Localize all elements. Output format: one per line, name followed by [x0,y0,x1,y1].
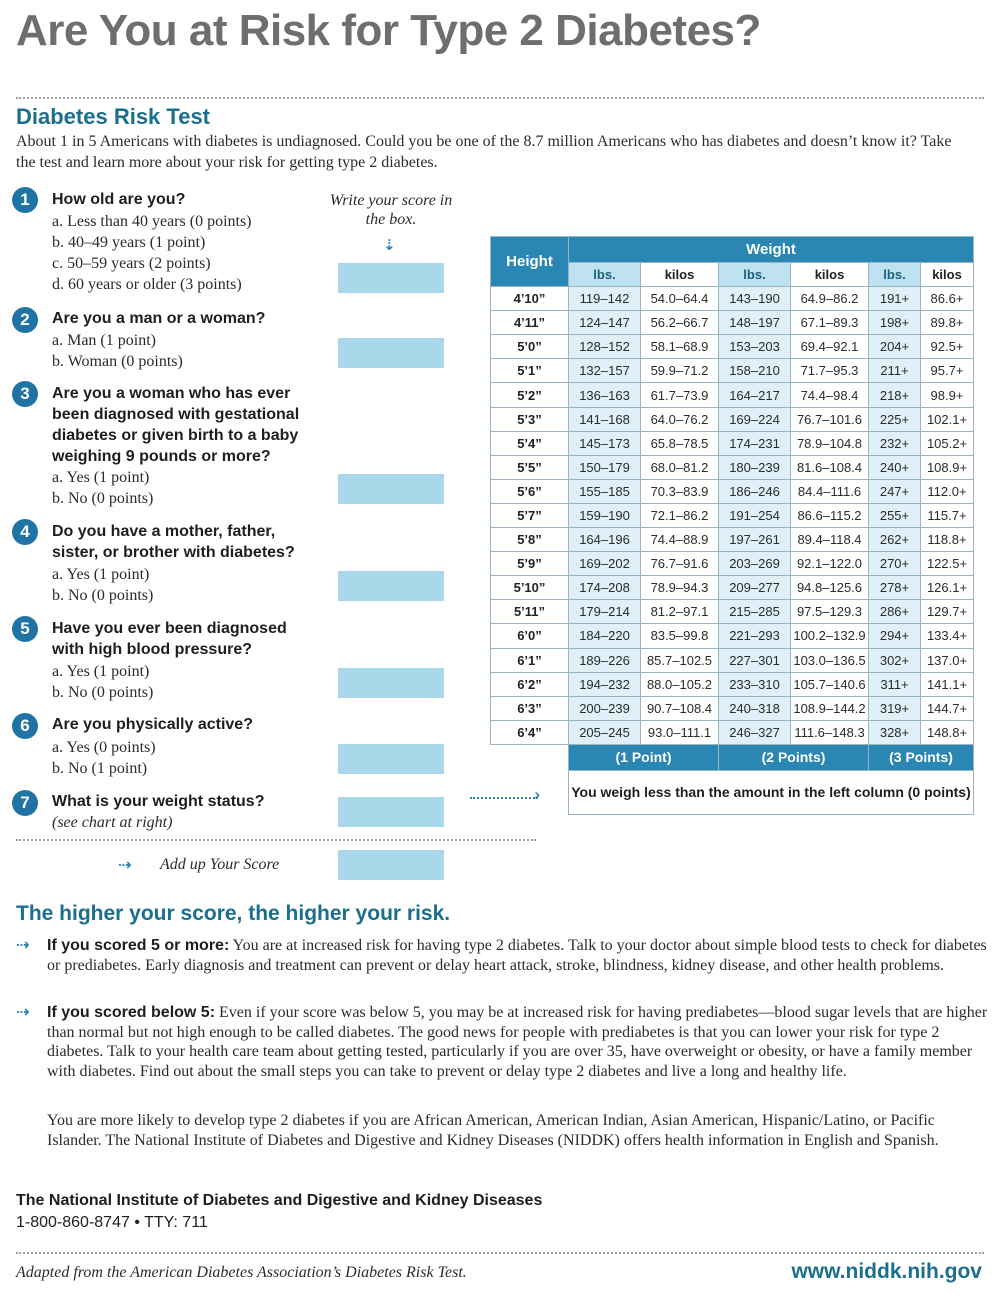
lbs-3pt-cell: 262+ [869,528,921,552]
lbs-header: lbs. [869,263,921,287]
lbs-1pt-cell: 136–163 [569,383,641,407]
question-3-option-a[interactable]: a. Yes (1 point) [52,469,150,486]
lbs-1pt-cell: 184–220 [569,624,641,648]
table-row [491,455,974,479]
lbs-2pt-cell: 215–285 [719,600,791,624]
height-cell: 6’3” [491,696,569,720]
table-row [491,479,974,503]
lbs-3pt-cell: 240+ [869,455,921,479]
kilos-3pt-cell: 122.5+ [921,552,974,576]
kilos-2pt-cell: 108.9–144.2 [791,696,869,720]
kilos-1pt-cell: 76.7–91.6 [641,552,719,576]
kilos-header: kilos [921,263,974,287]
kilos-3pt-cell: 102.1+ [921,407,974,431]
kilos-1pt-cell: 58.1–68.9 [641,335,719,359]
weight-header: Weight [569,237,974,263]
ethnicity-paragraph: You are more likely to develop type 2 diabetes if you are African American, American Indian, Asian American, Hispanic/Latino, or Pacific Islander. The National Institute of Diabetes and Digestive and Kidney Diseases (NIDDK) offers health information in English and Spanish. [47,1112,939,1149]
org-name: The National Institute of Diabetes and Digestive and Kidney Diseases [16,1192,543,1209]
kilos-2pt-cell: 78.9–104.8 [791,431,869,455]
kilos-3pt-cell: 95.7+ [921,359,974,383]
lbs-2pt-cell: 186–246 [719,479,791,503]
lbs-2pt-cell: 143–190 [719,287,791,311]
lbs-2pt-cell: 221–293 [719,624,791,648]
lbs-1pt-cell: 150–179 [569,455,641,479]
question-7-text: What is your weight status? [52,793,265,810]
lbs-2pt-cell: 246–327 [719,720,791,744]
height-cell: 6’0” [491,624,569,648]
total-score-box[interactable] [338,850,444,880]
lbs-1pt-cell: 119–142 [569,287,641,311]
lbs-2pt-cell: 203–269 [719,552,791,576]
phone-number: 1-800-860-8747 • TTY: 711 [16,1214,208,1231]
height-cell: 5’2” [491,383,569,407]
below-5-label: If you scored below 5: [47,1004,216,1021]
kilos-3pt-cell: 89.8+ [921,311,974,335]
lbs-1pt-cell: 169–202 [569,552,641,576]
kilos-2pt-cell: 64.9–86.2 [791,287,869,311]
kilos-3pt-cell: 105.2+ [921,431,974,455]
kilos-1pt-cell: 83.5–99.8 [641,624,719,648]
kilos-1pt-cell: 88.0–105.2 [641,672,719,696]
lbs-1pt-cell: 164–196 [569,528,641,552]
height-cell: 6’2” [491,672,569,696]
lbs-3pt-cell: 255+ [869,503,921,527]
question-number-2: 2 [12,307,38,333]
lbs-3pt-cell: 302+ [869,648,921,672]
divider [16,839,536,841]
lbs-2pt-cell: 180–239 [719,455,791,479]
kilos-3pt-cell: 148.8+ [921,720,974,744]
lbs-3pt-cell: 311+ [869,672,921,696]
lbs-2pt-cell: 240–318 [719,696,791,720]
kilos-3pt-cell: 126.1+ [921,576,974,600]
lbs-1pt-cell: 179–214 [569,600,641,624]
height-cell: 5’5” [491,455,569,479]
kilos-1pt-cell: 90.7–108.4 [641,696,719,720]
kilos-2pt-cell: 84.4–111.6 [791,479,869,503]
intro-text: About 1 in 5 Americans with diabetes is undiagnosed. Could you be one of the 8.7 million Americans who has diabetes and doesn’t know it? Take the test and learn more about your risk for getting type 2 diabetes. [16,133,952,171]
height-cell: 5’8” [491,528,569,552]
points-2: (2 Points) [719,744,869,770]
score-5-label: If you scored 5 or more: [47,937,230,954]
section-subheading: Diabetes Risk Test [16,104,211,129]
lbs-2pt-cell: 148–197 [719,311,791,335]
table-row [491,576,974,600]
table-spacer [491,770,569,814]
question-2-option-a[interactable]: a. Man (1 point) [52,332,156,349]
lbs-3pt-cell: 232+ [869,431,921,455]
height-cell: 5’11” [491,600,569,624]
kilos-3pt-cell: 92.5+ [921,335,974,359]
kilos-3pt-cell: 98.9+ [921,383,974,407]
kilos-3pt-cell: 137.0+ [921,648,974,672]
lbs-3pt-cell: 198+ [869,311,921,335]
lbs-3pt-cell: 204+ [869,335,921,359]
table-row [491,311,974,335]
kilos-3pt-cell: 115.7+ [921,503,974,527]
lbs-3pt-cell: 328+ [869,720,921,744]
kilos-2pt-cell: 71.7–95.3 [791,359,869,383]
lbs-2pt-cell: 227–301 [719,648,791,672]
kilos-1pt-cell: 78.9–94.3 [641,576,719,600]
lbs-1pt-cell: 124–147 [569,311,641,335]
question-4-text: Do you have a mother, father, sister, or brother with diabetes? [52,523,295,561]
kilos-1pt-cell: 64.0–76.2 [641,407,719,431]
kilos-1pt-cell: 72.1–86.2 [641,503,719,527]
question-6-text: Are you physically active? [52,716,253,733]
kilos-1pt-cell: 65.8–78.5 [641,431,719,455]
kilos-2pt-cell: 76.7–101.6 [791,407,869,431]
lbs-3pt-cell: 278+ [869,576,921,600]
kilos-2pt-cell: 103.0–136.5 [791,648,869,672]
lbs-2pt-cell: 174–231 [719,431,791,455]
divider [16,1252,984,1254]
arrow-right-icon: ⇢ [118,855,132,874]
weight-chart-table [490,236,974,815]
height-cell: 4’11” [491,311,569,335]
score-box-3[interactable] [338,474,444,504]
height-cell: 6’4” [491,720,569,744]
question-5-option-b[interactable]: b. No (0 points) [52,684,154,701]
divider [16,97,984,99]
lbs-1pt-cell: 128–152 [569,335,641,359]
table-row [491,648,974,672]
height-cell: 5’0” [491,335,569,359]
score-box-6[interactable] [338,744,444,774]
question-number-7: 7 [12,790,38,816]
question-5-text: Have you ever been diagnosed with high blood pressure? [52,620,287,658]
kilos-2pt-cell: 105.7–140.6 [791,672,869,696]
arrow-down-icon: ⇣ [383,236,396,254]
below-5-text: Even if your score was below 5, you may be at increased risk for having prediabetes—blood sugar levels that are higher than normal but not high enough to be called diabetes. The good news for people with prediabetes is that you can lower your risk for type 2 diabetes. Talk to your health care team about getting tested, particularly if you are over 35, have overweight or obesity, or have a family member with diabetes. Find out about the small steps you can take to prevent or delay type 2 diabetes and live a long and healthy life. [47,1004,988,1080]
kilos-2pt-cell: 92.1–122.0 [791,552,869,576]
kilos-1pt-cell: 74.4–88.9 [641,528,719,552]
question-1-text: How old are you? [52,191,186,208]
score-box-5[interactable] [338,668,444,698]
kilos-2pt-cell: 111.6–148.3 [791,720,869,744]
lbs-3pt-cell: 270+ [869,552,921,576]
lbs-2pt-cell: 233–310 [719,672,791,696]
lbs-1pt-cell: 132–157 [569,359,641,383]
kilos-3pt-cell: 118.8+ [921,528,974,552]
lbs-1pt-cell: 174–208 [569,576,641,600]
question-3-text: Are you a woman who has ever been diagnosed with gestational diabetes or given birth to a baby weighing 9 pounds or more? [52,385,300,465]
question-4-option-a[interactable]: a. Yes (1 point) [52,566,150,583]
question-1-option-b[interactable]: b. 40–49 years (1 point) [52,234,206,251]
lbs-header: lbs. [719,263,791,287]
question-6-option-b[interactable]: b. No (1 point) [52,760,148,777]
lbs-2pt-cell: 209–277 [719,576,791,600]
kilos-3pt-cell: 144.7+ [921,696,974,720]
height-cell: 5’1” [491,359,569,383]
question-6-option-a[interactable]: a. Yes (0 points) [52,739,156,756]
table-row [491,552,974,576]
table-row [491,696,974,720]
question-number-6: 6 [12,713,38,739]
kilos-header: kilos [641,263,719,287]
kilos-1pt-cell: 81.2–97.1 [641,600,719,624]
less-than-note: You weigh less than the amount in the left column (0 points) [569,770,974,814]
lbs-2pt-cell: 153–203 [719,335,791,359]
height-cell: 5’9” [491,552,569,576]
table-row [491,600,974,624]
score-box-7[interactable] [338,797,444,827]
table-row [491,359,974,383]
lbs-3pt-cell: 225+ [869,407,921,431]
kilos-1pt-cell: 54.0–64.4 [641,287,719,311]
points-1: (1 Point) [569,744,719,770]
table-row [491,720,974,744]
below-5-paragraph [47,1003,992,1081]
table-row [491,383,974,407]
lbs-3pt-cell: 247+ [869,479,921,503]
lbs-3pt-cell: 211+ [869,359,921,383]
question-number-4: 4 [12,519,38,545]
kilos-2pt-cell: 69.4–92.1 [791,335,869,359]
kilos-1pt-cell: 59.9–71.2 [641,359,719,383]
kilos-2pt-cell: 94.8–125.6 [791,576,869,600]
kilos-2pt-cell: 89.4–118.4 [791,528,869,552]
write-score-hint: Write your score in the box. [329,192,453,228]
kilos-3pt-cell: 129.7+ [921,600,974,624]
table-row [491,528,974,552]
arrow-right-icon: › [534,785,541,804]
kilos-3pt-cell: 108.9+ [921,455,974,479]
lbs-3pt-cell: 294+ [869,624,921,648]
kilos-1pt-cell: 61.7–73.9 [641,383,719,407]
question-1-option-a[interactable]: a. Less than 40 years (0 points) [52,213,252,230]
table-row [491,287,974,311]
kilos-2pt-cell: 81.6–108.4 [791,455,869,479]
question-number-1: 1 [12,187,38,213]
lbs-2pt-cell: 164–217 [719,383,791,407]
lbs-header: lbs. [569,263,641,287]
table-row [491,335,974,359]
lbs-1pt-cell: 194–232 [569,672,641,696]
kilos-3pt-cell: 112.0+ [921,479,974,503]
website-link[interactable]: www.niddk.nih.gov [791,1260,982,1283]
question-1-option-d[interactable]: d. 60 years or older (3 points) [52,276,242,293]
table-row [491,672,974,696]
kilos-2pt-cell: 100.2–132.9 [791,624,869,648]
lbs-1pt-cell: 155–185 [569,479,641,503]
question-1-option-c[interactable]: c. 50–59 years (2 points) [52,255,211,272]
height-header: Height [491,237,569,287]
kilos-1pt-cell: 68.0–81.2 [641,455,719,479]
lbs-2pt-cell: 169–224 [719,407,791,431]
height-cell: 5’4” [491,431,569,455]
lbs-3pt-cell: 191+ [869,287,921,311]
kilos-1pt-cell: 93.0–111.1 [641,720,719,744]
lbs-1pt-cell: 205–245 [569,720,641,744]
lbs-1pt-cell: 200–239 [569,696,641,720]
lbs-2pt-cell: 158–210 [719,359,791,383]
kilos-1pt-cell: 70.3–83.9 [641,479,719,503]
table-row [491,624,974,648]
table-spacer [491,744,569,770]
table-row [491,431,974,455]
adapted-note: Adapted from the American Diabetes Association’s Diabetes Risk Test. [16,1264,467,1281]
lbs-2pt-cell: 197–261 [719,528,791,552]
arrow-right-icon: ⇢ [16,1002,30,1021]
kilos-3pt-cell: 86.6+ [921,287,974,311]
lbs-3pt-cell: 319+ [869,696,921,720]
score-box-1[interactable] [338,263,444,293]
kilos-3pt-cell: 141.1+ [921,672,974,696]
height-cell: 5’7” [491,503,569,527]
question-5-option-a[interactable]: a. Yes (1 point) [52,663,150,680]
question-4-option-b[interactable]: b. No (0 points) [52,587,154,604]
score-5-paragraph [47,936,992,975]
add-up-label: Add up Your Score [160,856,280,873]
question-number-3: 3 [12,381,38,407]
page-title: Are You at Risk for Type 2 Diabetes? [16,6,761,55]
lbs-2pt-cell: 191–254 [719,503,791,527]
kilos-1pt-cell: 85.7–102.5 [641,648,719,672]
kilos-1pt-cell: 56.2–66.7 [641,311,719,335]
risk-heading: The higher your score, the higher your risk. [16,902,451,925]
question-7-note: (see chart at right) [52,814,173,831]
height-cell: 5’6” [491,479,569,503]
question-3-option-b[interactable]: b. No (0 points) [52,490,154,507]
question-number-5: 5 [12,616,38,642]
weight-table-body [491,287,974,745]
table-row [491,407,974,431]
kilos-header: kilos [791,263,869,287]
score-5-text: You are at increased risk for having type 2 diabetes. Talk to your doctor about simple blood tests to check for diabetes or prediabetes. Early diagnosis and treatment can prevent or delay heart attack, stroke, blindness, kidney disease, and other health problems. [47,937,987,974]
arrow-right-icon: ⇢ [16,935,30,954]
kilos-2pt-cell: 67.1–89.3 [791,311,869,335]
score-box-4[interactable] [338,571,444,601]
lbs-3pt-cell: 218+ [869,383,921,407]
lbs-1pt-cell: 145–173 [569,431,641,455]
lbs-3pt-cell: 286+ [869,600,921,624]
points-3: (3 Points) [869,744,974,770]
lbs-1pt-cell: 189–226 [569,648,641,672]
question-2-text: Are you a man or a woman? [52,310,266,327]
kilos-2pt-cell: 86.6–115.2 [791,503,869,527]
lbs-1pt-cell: 159–190 [569,503,641,527]
table-row [491,503,974,527]
height-cell: 4’10” [491,287,569,311]
question-2-option-b[interactable]: b. Woman (0 points) [52,353,183,370]
height-cell: 5’10” [491,576,569,600]
height-cell: 6’1” [491,648,569,672]
score-box-2[interactable] [338,338,444,368]
height-cell: 5’3” [491,407,569,431]
kilos-2pt-cell: 74.4–98.4 [791,383,869,407]
lbs-1pt-cell: 141–168 [569,407,641,431]
kilos-3pt-cell: 133.4+ [921,624,974,648]
kilos-2pt-cell: 97.5–129.3 [791,600,869,624]
